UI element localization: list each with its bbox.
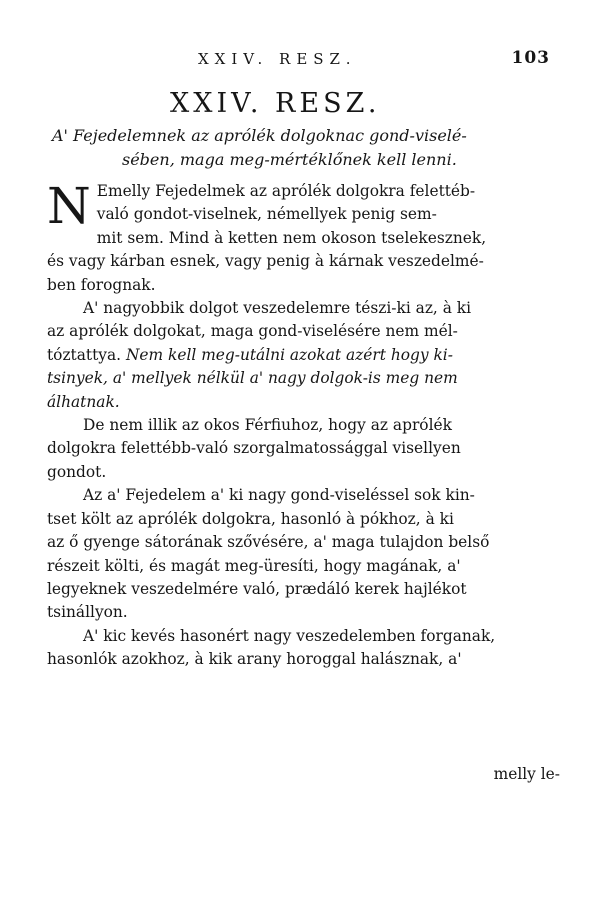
text-line: legyeknek veszedelmére való, prædáló kerek hajlékot	[47, 579, 467, 598]
text-line: tsinállyon.	[47, 603, 128, 622]
italic-line: tsinyek, a' mellyek nélkül a' nagy dolgok-is meg nem	[47, 369, 458, 388]
text-line: A' kic kevés hasonért nagy veszedelemben forganak,	[83, 626, 496, 645]
text-line: tset költ az aprólék dolgokra, hasonló à pókhoz, à ki	[47, 509, 454, 528]
text-line	[47, 344, 565, 367]
text-line: De nem illik az okos Férfiuhoz, hogy az aprólék	[83, 416, 452, 435]
text-line: NEmelly Fejedelmek az aprólék dolgokra felettéb-	[47, 177, 476, 235]
paragraph-3	[47, 414, 565, 484]
text-line: való gondot-viselnek, némellyek penig sem-	[96, 205, 437, 224]
text-line: és vagy kárban esnek, vagy penig à kárnak veszedelmé-	[47, 252, 484, 271]
catchword: melly le-	[493, 765, 560, 783]
text-line: részeit költi, és magát meg-üresíti, hogy magának, a'	[47, 556, 461, 575]
italic-line: álhatnak.	[47, 392, 120, 411]
text-line: az aprólék dolgokat, maga gond-viselésére nem mél-	[47, 322, 458, 341]
text-line: hasonlók azokhoz, à kik arany horoggal halásznak, a'	[47, 650, 462, 669]
summary-line-2: sében, maga meg-mértéklőnek kell lenni.	[122, 150, 457, 169]
text-line: mit sem. Mind à ketten nem okoson tselekesznek,	[96, 228, 487, 247]
summary-line-1: A' Fejedelemnek az aprólék dolgoknac gond-viselé-	[52, 126, 467, 145]
text-line: dolgokra felettébb-való szorgalmatossággal visellyen	[47, 439, 461, 458]
paragraph-5	[47, 625, 565, 672]
page-number: 103	[511, 48, 550, 68]
text-line: gondot.	[47, 462, 107, 481]
paragraph-2	[47, 297, 565, 414]
text-line: A' nagyobbik dolgot veszedelemre tészi-ki az, à ki	[83, 299, 472, 318]
body-text	[47, 177, 565, 672]
chapter-summary	[52, 124, 572, 172]
running-head-title: XXIV. RESZ.	[198, 50, 357, 68]
paragraph-4	[47, 484, 565, 624]
italic-fragment: Nem kell meg-utálni azokat azért hogy ki-	[125, 345, 453, 364]
paragraph-1	[47, 177, 565, 297]
text-fragment: tóztattya.	[47, 345, 122, 364]
chapter-title: XXIV. RESZ.	[170, 88, 381, 119]
text-line: az ő gyenge sátorának szővésére, a' maga tulajdon belső	[47, 533, 490, 552]
text-line: ben forognak.	[47, 275, 156, 294]
running-head	[190, 48, 550, 72]
text-line: Az a' Fejedelem a' ki nagy gond-viseléssel sok kin-	[83, 486, 475, 505]
